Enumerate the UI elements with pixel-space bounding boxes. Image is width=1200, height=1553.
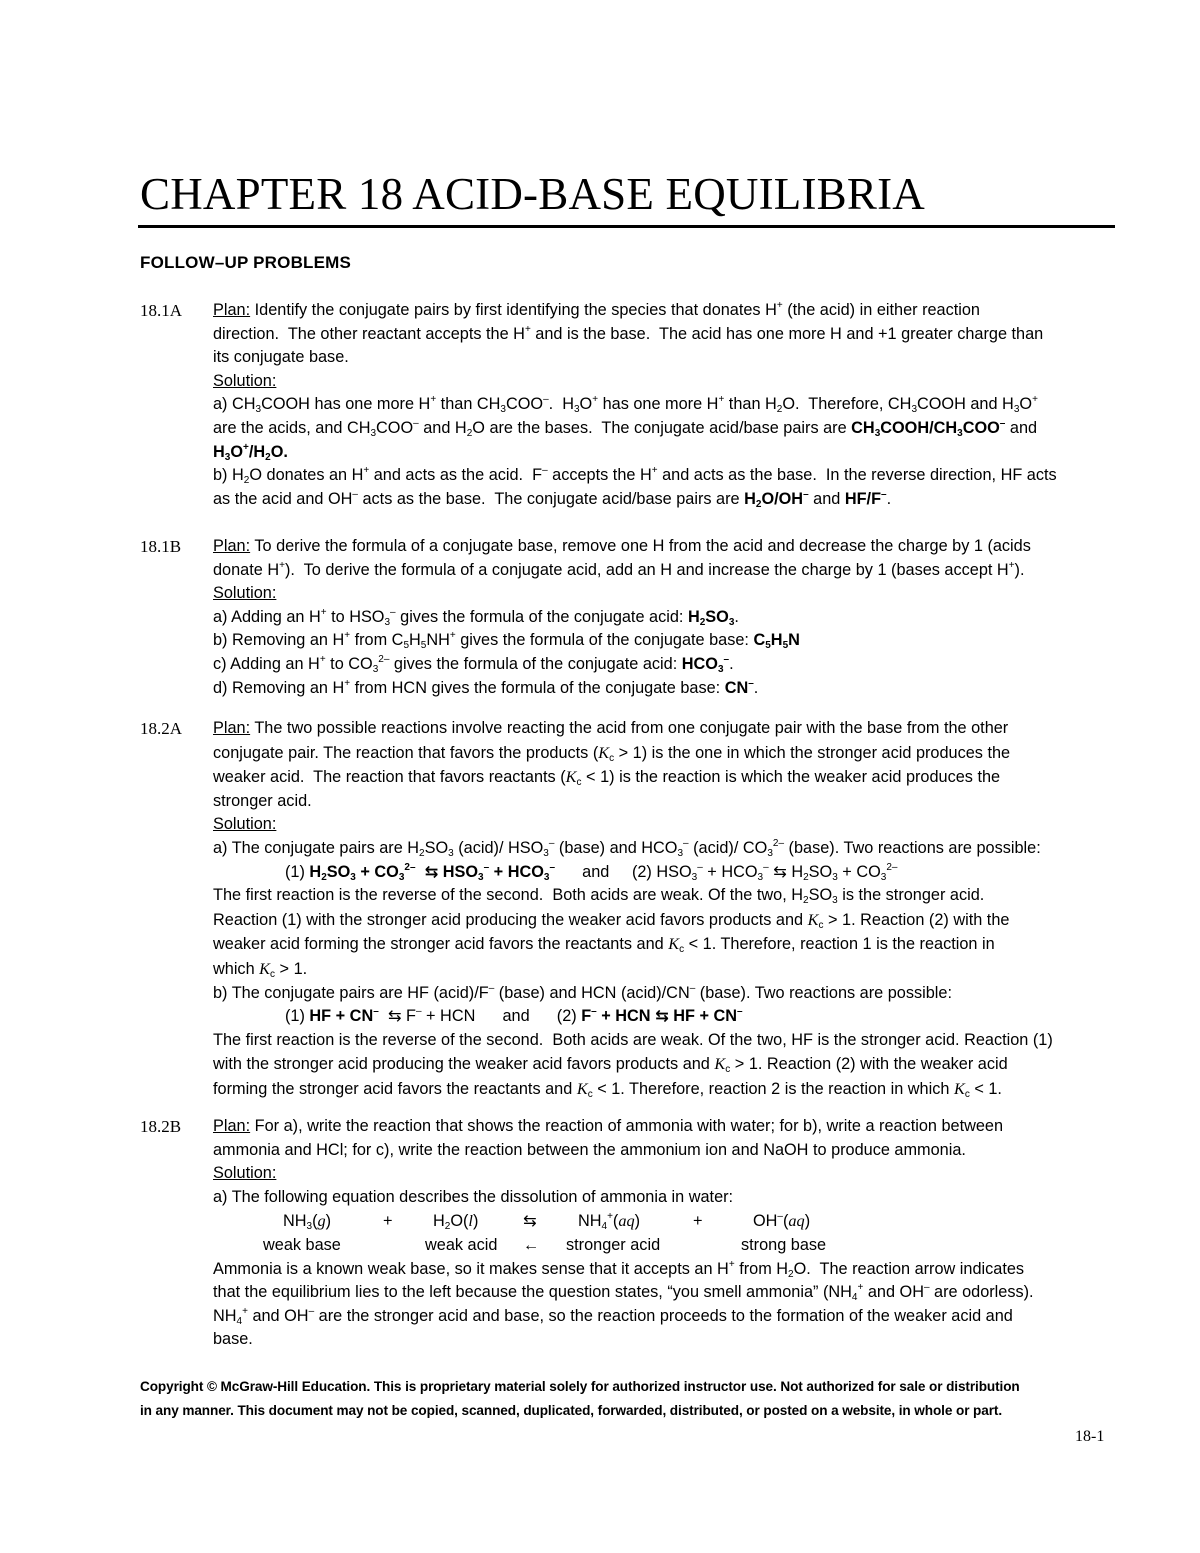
footer-line-1: Copyright © McGraw-Hill Education. This is proprietary material solely for authorized instructor use. Not authorized for sale or distribution (140, 1379, 1020, 1394)
plan-label: Plan: (213, 537, 251, 555)
problem-body: Plan: Identify the conjugate pairs by first identifying the species that donates H+ (the acid) in either reaction direction. The other reactant accepts the H+ and is the base. The acid has one more H and +1 greater charge than its conjugate base. Solution: a) $CH_3COOH$ has one more H+ than $CH_3COO^-$. $H_3O^+$ has one more H+ than $H_2O$. Therefore, $CH_3COOH$ and $H_3O^+$ are the acids, and $CH_3COO^-$ and $H_2O$ are the bases. The conjugate acid/base pairs are $CH_3COOH/CH_3COO^-$ and $H_3O^+/H_2O$. b) $H_2O$ donates an H+ and acts as the acid. F– accepts the H+ and acts as the base. In the reverse direction, HF acts as the acid and OH– acts as the base. The conjugate acid/base pairs are $H_2O/OH^-$ and HF/F–. (213, 299, 1120, 511)
plan-label: Plan: (213, 301, 251, 319)
equation-18-2a-b: (1) HF + CN– ⇆ F– + HCN and (2) F– + HCN ⇆ HF + CN– (285, 1006, 743, 1026)
solution-label: Solution: (213, 584, 277, 603)
problem-number: 18.1B (140, 537, 182, 556)
problem-body: Plan: The two possible reactions involve reacting the acid from one conjugate pair with the base from the other conjugate pair. The reaction that favors the products $(K_c > 1)$ is the one in which the stronger acid produces the weaker acid. The reaction that favors reactants $(K_c < 1)$ is the reaction is which the weaker acid produces the stronger acid. Solution: a) The conjugate pairs are $H_2SO_3$ (acid)/ $HSO_3^-$ (base) and $HCO_3^-$ (acid)/ $CO_3^{2-}$ (base). Two reactions are possible: (1) $H_2SO_3 + CO_3^{2-}$ ⇆ $HSO_3^- + HCO_3^-$ and (2) $HSO_3^- + HCO_3^-$ ⇆ $H_2SO_3 + CO_3^{2-}$ The first reaction is the reverse of the second. Both acids are weak. Of the two, $H_2SO_3$ is the stronger acid. Reaction (1) with the stronger acid producing the weaker acid favors products and $K_c > 1$. Reaction (2) with the weaker acid forming the stronger acid favors the reactants and $K_c < 1$. Therefore, reaction 1 is the reaction in which $K_c > 1$. b) The conjugate pairs are HF (acid)/F– (base) and HCN (acid)/CN– (base). Two reactions are possible: (1) HF + CN– ⇆ F– + HCN and (2) F– + HCN ⇆ HF + CN– The first reaction is the reverse of the second. Both acids are weak. Of the two, HF is the stronger acid. Reaction (1) with the stronger acid producing the weaker acid favors products and $K_c > 1$. Reaction (2) with the weaker acid forming the stronger acid favors the reactants and $K_c < 1$. Therefore, reaction 2 is the reaction in which $K_c < 1$. (213, 717, 1120, 1102)
problem-18-2b (140, 1115, 1120, 1352)
equation-18-2b: $NH_3(g) + H_2O(l)$ ⇆ $NH_4^+(aq) + OH^-(aq)$ (283, 1211, 811, 1233)
problem-number: 18.2B (140, 1117, 182, 1136)
copyright-footer (140, 1375, 1120, 1423)
solution-label: Solution: (213, 1164, 277, 1183)
problem-body: Plan: For a), write the reaction that shows the reaction of ammonia with water; for b), write a reaction between ammonia and HCl; for c), write the reaction between the ammonium ion and NaOH to produce ammonia. Solution: a) The following equation describes the dissolution of ammonia in water: $NH_3(g) + H_2O(l)$ ⇆ $NH_4^+(aq) + OH^-(aq)$ weak base weak acid ← stronger acid strong base Ammonia is a known weak base, so it makes sense that it accepts an H+ from $H_2O$. The reaction arrow indicates that the equilibrium lies to the left because the question states, “you smell ammonia” ($NH_4^+$ and OH– are odorless). $NH_4^+$ and OH– are the stronger acid and base, so the reaction proceeds to the formation of the weaker acid and base. (213, 1115, 1120, 1352)
problem-number: 18.1A (140, 301, 183, 320)
solution-label: Solution: (213, 371, 277, 390)
problem-number: 18.2A (140, 719, 183, 738)
problem-18-2a (140, 717, 1120, 1102)
solution-label: Solution: (213, 815, 277, 834)
plan-label: Plan: (213, 1117, 251, 1135)
page-number: 18-1 (1075, 1428, 1105, 1445)
problem-body: Plan: To derive the formula of a conjugate base, remove one H from the acid and decrease the charge by 1 (acids donate H+). To derive the formula of a conjugate acid, add an H and increase the charge by 1 (bases accept H+). Solution: a) Adding an H+ to $HSO_3^-$ gives the formula of the conjugate acid: $H_2SO_3$. b) Removing an H+ from $C_5H_5NH^+$ gives the formula of the conjugate base: $C_5H_5N$ c) Adding an H+ to $CO_3^{2-}$ gives the formula of the conjugate acid: $HCO_3^-$. d) Removing an H+ from HCN gives the formula of the conjugate base: CN–. (213, 535, 1120, 700)
chapter-title: CHAPTER 18 ACID-BASE EQUILIBRIA (140, 169, 925, 219)
equation-18-2a-a: (1) $H_2SO_3 + CO_3^{2-}$ ⇆ $HSO_3^- + HCO_3^-$ and (2) $HSO_3^- + HCO_3^-$ ⇆ $H_2SO_3 + CO_3^{2-}$ (285, 861, 898, 883)
footer-line-2: in any manner. This document may not be copied, scanned, duplicated, forwarded, distributed, or posted on a website, in whole or part. (140, 1403, 1003, 1418)
section-heading: FOLLOW–UP PROBLEMS (140, 253, 352, 272)
problem-18-1b (140, 535, 1120, 700)
plan-label: Plan: (213, 719, 251, 737)
problem-18-1a (140, 299, 1120, 511)
title-rule (138, 225, 1115, 228)
equation-labels: weak base weak acid ← stronger acid strong base (263, 1235, 827, 1254)
